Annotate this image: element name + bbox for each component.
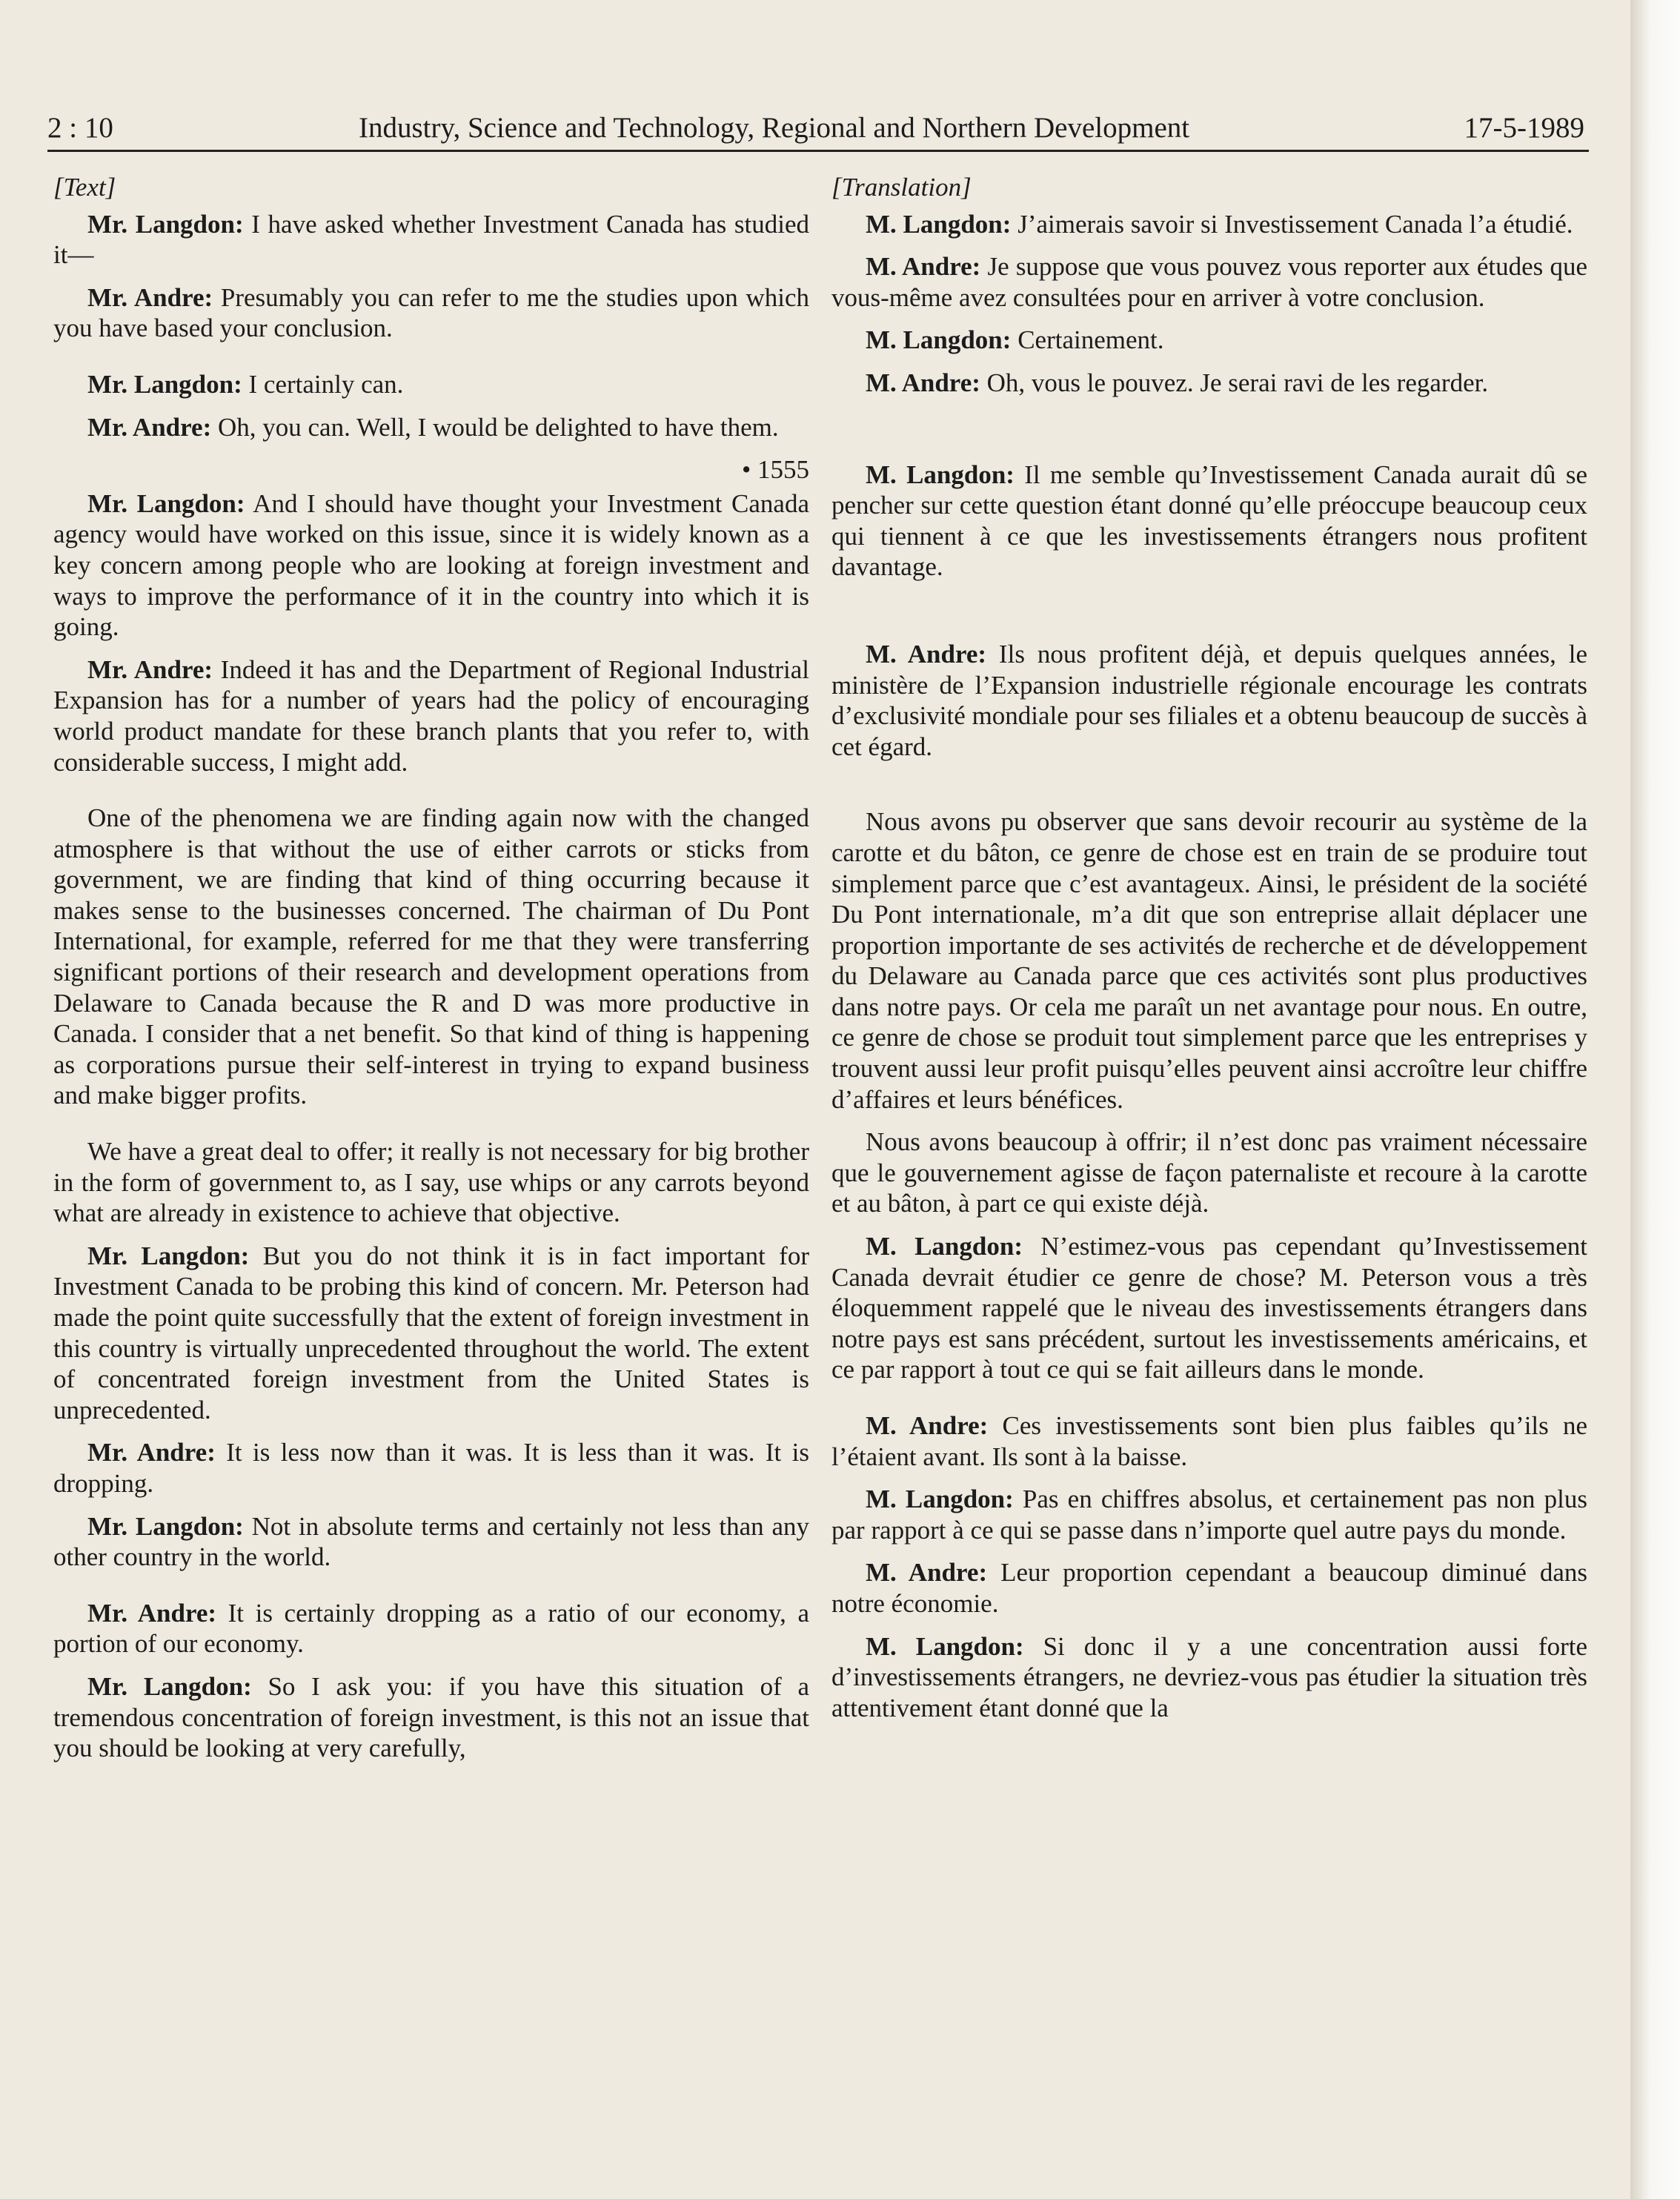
paragraph [53, 1437, 809, 1499]
paragraph [53, 282, 809, 344]
paragraph [53, 1241, 809, 1426]
speaker: M. Langdon: [866, 460, 1015, 489]
speech: Il me semble qu’Investissement Canada aurait dû se pencher sur cette question étant donné qu’elle préoccupe beaucoup ceux qui tiennent à ce que les investissements étrangers nous profitent davantage. [831, 460, 1587, 582]
paragraph [53, 1511, 809, 1573]
speech: Si donc il y a une concentration aussi forte d’investissements étrangers, ne devriez-vous pas étudier la situation très attentivement étant donné que la [831, 1631, 1587, 1722]
speaker: Mr. Langdon: [87, 1241, 250, 1270]
speech: Certainement. [1011, 325, 1164, 355]
paragraph [53, 488, 809, 643]
speaker: M. Langdon: [866, 1631, 1024, 1661]
speech: J’aimerais savoir si Investissement Canada l’a étudié. [1011, 209, 1573, 239]
speech: Oh, you can. Well, I would be delighted to have them. [211, 412, 779, 442]
speech: Pas en chiffres absolus, et certainement pas non plus par rapport à ce qui se passe dans n’importe quel autre pays du monde. [831, 1485, 1588, 1545]
right-column [831, 172, 1587, 1735]
speech: We have a great deal to offer; it really is not necessary for big brother in the form of government to, as I say, use whips or any carrots beyond what are already in existence to achieve that objective. [53, 1137, 809, 1228]
paragraph [831, 251, 1587, 313]
speaker: M. Andre: [866, 1558, 988, 1588]
paragraph [53, 369, 809, 400]
paragraph [53, 803, 809, 1111]
speaker: Mr. Andre: [87, 1598, 217, 1628]
speaker: Mr. Andre: [87, 282, 213, 312]
text-tag: [Text] [53, 173, 116, 202]
speaker: M. Langdon: [866, 325, 1012, 355]
speech: N’estimez-vous pas cependant qu’Investissement Canada devrait étudier ce genre de chose? M. Peterson vous a très éloquemment rappelé que le niveau des investissements étrangers dans notre pays est sans précédent, surtout les investissements américains, et ce par rapport à tout ce qui se fait ailleurs dans le monde. [831, 1232, 1587, 1384]
paragraph [831, 1631, 1587, 1724]
speech: And I should have thought your Investment Canada agency would have worked on this issue, since it is widely known as a key concern among people who are looking at foreign investment and ways to improve the performance of it in the country into which it is going. [53, 488, 809, 642]
speaker: Mr. Langdon: [87, 488, 245, 518]
speech: Ils nous profitent déjà, et depuis quelques années, le ministère de l’Expansion industrielle régionale encourage les contrats d’exclusivité mondiale pour ses filiales et a obtenu beaucoup de succès à cet égard. [831, 639, 1588, 761]
speaker: M. Andre: [866, 1411, 989, 1440]
speech: But you do not think it is in fact important for Investment Canada to be probing this kind of concern. Mr. Peterson had made the point quite successfully that the extent of foreign investment in this country is virtually unprecedented throughout the world. The extent of concentrated foreign investment from the United States is unprecedented. [53, 1241, 809, 1424]
timestamp: • 1555 [741, 455, 809, 485]
paragraph [831, 368, 1587, 399]
speaker: M. Langdon: [866, 209, 1012, 239]
speech: So I ask you: if you have this situation of a tremendous concentration of foreign investment, is this not an issue that you should be looking at very carefully, [53, 1671, 809, 1763]
paragraph [53, 654, 809, 777]
paragraph [831, 639, 1587, 762]
speaker: Mr. Langdon: [87, 1511, 244, 1541]
speech: It is less now than it was. It is less than it was. It is dropping. [53, 1438, 809, 1498]
speech: It is certainly dropping as a ratio of our economy, a portion of our economy. [53, 1598, 809, 1659]
speech: I have asked whether Investment Canada has studied it— [53, 209, 809, 270]
paragraph [831, 460, 1587, 583]
speaker: Mr. Langdon: [87, 369, 242, 399]
page-header [47, 111, 1589, 152]
speaker: Mr. Langdon: [87, 1671, 252, 1701]
paragraph [831, 1557, 1587, 1619]
speech: Nous avons beaucoup à offrir; il n’est donc pas vraiment nécessaire que le gouvernement agisse de façon paternaliste et recoure à la carotte et au bâton, à part ce qui existe déjà. [831, 1127, 1587, 1218]
speech: Oh, vous le pouvez. Je serai ravi de les regarder. [980, 368, 1489, 397]
speaker: Mr. Langdon: [87, 209, 244, 239]
speaker: M. Andre: [866, 639, 987, 669]
paragraph [53, 412, 809, 443]
paragraph [831, 1484, 1587, 1545]
paragraph [53, 1671, 809, 1764]
speech: Nous avons pu observer que sans devoir recourir au système de la carotte et du bâton, ce genre de chose est en train de se produire tout simplement parce que c’est avantageux. Ainsi, le président de la société Du Pont internationale, m’a dit que son entreprise allait déplacer une proportion importante de ses activités de recherche et de développement du Delaware au Canada parce que ces activités sont plus productives dans notre pays. Or cela me paraît un net avantage pour nous. En outre, ce genre de chose se produit tout simplement parce que les entreprises y trouvent aussi leur profit puisqu’elles peuvent ainsi accroître leur chiffre d’affaires et leurs bénéfices. [831, 807, 1587, 1114]
header-date: 17-5-1989 [1464, 112, 1584, 144]
speech: Indeed it has and the Department of Regional Industrial Expansion has for a number of years had the policy of encouraging world product mandate for these branch plants that you refer to, with considerable success, I might add. [53, 654, 809, 777]
speaker: M. Langdon: [866, 1485, 1014, 1514]
paragraph [53, 1598, 809, 1659]
speech: Presumably you can refer to me the studies upon which you have based your conclusion. [53, 282, 809, 343]
left-column [53, 172, 809, 1776]
paragraph [831, 806, 1587, 1115]
paragraph [53, 209, 809, 271]
paragraph [831, 325, 1587, 356]
speech: Je suppose que vous pouvez vous reporter aux études que vous-même avez consultées pour en arriver à votre conclusion. [831, 252, 1587, 312]
speaker: M. Langdon: [866, 1232, 1023, 1261]
speaker: M. Andre: [866, 368, 980, 397]
page-edge [1630, 0, 1680, 2199]
speech: Not in absolute terms and certainly not less than any other country in the world. [53, 1511, 809, 1572]
speaker: M. Andre: [866, 252, 981, 282]
paragraph [831, 1231, 1587, 1385]
speech: One of the phenomena we are finding again now with the changed atmosphere is that without the use of either carrots or sticks from government, we are finding that kind of thing occurring because it makes sense to the businesses concerned. The chairman of Du Pont International, for example, referred for me that they were transferring significant portions of their research and development operations from Delaware to Canada because the R and D was more productive in Canada. I consider that a net benefit. So that kind of thing is happening as corporations pursue their self-interest in trying to expand business and make bigger profits. [53, 803, 809, 1110]
speaker: Mr. Andre: [87, 412, 212, 442]
speech: Leur proportion cependant a beaucoup diminué dans notre économie. [831, 1558, 1587, 1618]
paragraph [831, 1127, 1587, 1219]
translation-tag: [Translation] [831, 173, 972, 202]
speaker: Mr. Andre: [87, 1438, 216, 1467]
header-title: Industry, Science and Technology, Regional and Northern Development [359, 112, 1190, 144]
speaker: Mr. Andre: [87, 654, 213, 684]
paragraph [831, 1410, 1587, 1472]
paragraph [53, 1136, 809, 1229]
speech: I certainly can. [242, 369, 404, 399]
page-number: 2 : 10 [47, 112, 113, 144]
paragraph [831, 209, 1587, 240]
speech: Ces investissements sont bien plus faibles qu’ils ne l’étaient avant. Ils sont à la baisse. [831, 1411, 1587, 1471]
